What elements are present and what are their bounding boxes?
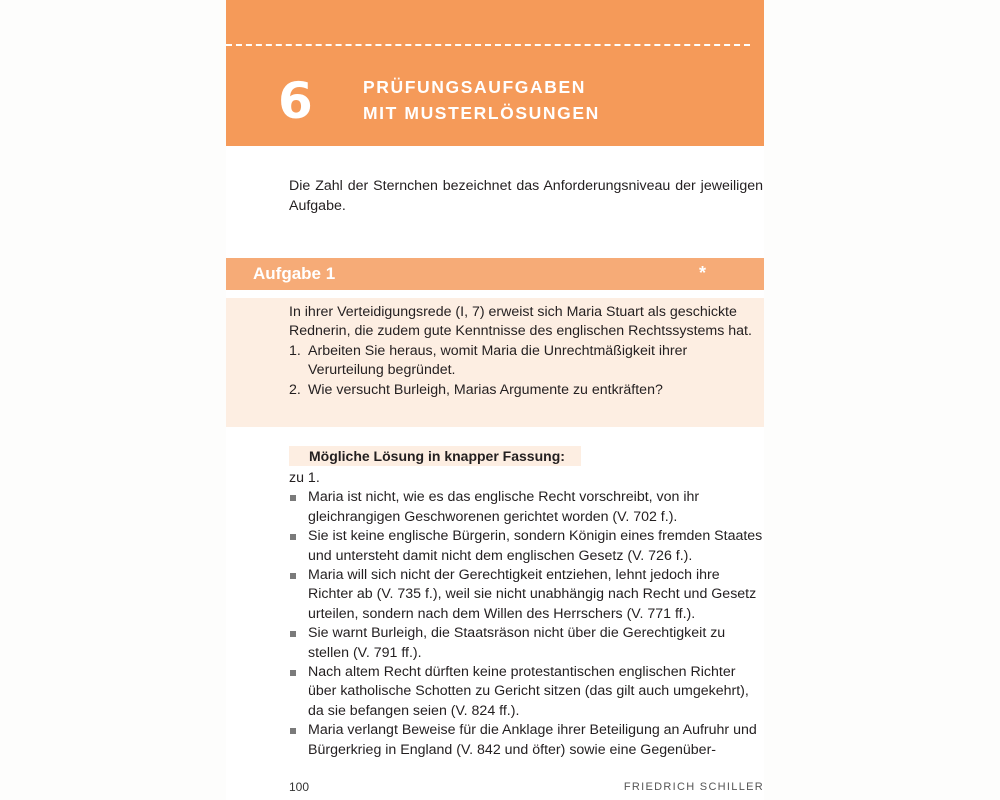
task-heading-bar	[226, 258, 764, 290]
solution-bullet	[289, 527, 764, 566]
page-number: 100	[289, 780, 310, 794]
task-item	[289, 381, 759, 400]
solution-sub-label: zu 1.	[289, 470, 320, 486]
solution-label-box	[289, 446, 581, 466]
chapter-title	[363, 74, 600, 126]
solution-bullet	[289, 566, 764, 624]
chapter-number: 6	[278, 72, 313, 130]
task-title: Aufgabe 1	[253, 264, 336, 283]
task-text-block	[289, 303, 759, 400]
task-item	[289, 342, 759, 381]
solution-bullet-text: Sie warnt Burleigh, die Staatsräson nicht über die Gerechtigkeit zu stellen (V. 791 ff.).	[308, 625, 726, 661]
task-item-number: 2.	[289, 381, 301, 398]
solution-bullet	[289, 721, 764, 760]
solution-bullet	[289, 624, 764, 663]
running-footer-author: FRIEDRICH SCHILLER	[623, 781, 764, 793]
square-bullet-icon	[290, 670, 296, 676]
solution-bullet	[289, 663, 764, 721]
solution-bullet-text: Maria verlangt Beweise für die Anklage ihrer Beteiligung an Aufruhr und Bürgerkrieg in England (V. 842 und öfter) sowie eine Gegenüber-	[308, 722, 757, 758]
solution-bullet	[289, 488, 764, 527]
square-bullet-icon	[290, 573, 296, 579]
chapter-title-line-1: PRÜFUNGSAUFGABEN	[363, 77, 586, 97]
task-item-text: Wie versucht Burleigh, Marias Argumente zu entkräften?	[308, 381, 663, 398]
book-page	[226, 0, 764, 800]
chapter-title-line-2: MIT MUSTERLÖSUNGEN	[363, 103, 600, 123]
dashed-divider	[226, 44, 750, 46]
solution-bullet-text: Maria ist nicht, wie es das englische Recht vorschreibt, von ihr gleichrangigen Geschworenen gerichtet worden (V. 702 f.).	[308, 489, 700, 525]
task-item-number: 1.	[289, 342, 301, 359]
difficulty-stars: *	[699, 263, 707, 283]
solution-label: Mögliche Lösung in knapper Fassung:	[309, 448, 565, 464]
chapter-header	[226, 0, 764, 146]
solution-bullet-list	[289, 488, 764, 760]
task-description: In ihrer Verteidigungsrede (I, 7) erweist sich Maria Stuart als geschickte Rednerin, die zudem gute Kenntnisse des englischen Rechtssystems hat.	[289, 304, 752, 340]
square-bullet-icon	[290, 495, 296, 501]
square-bullet-icon	[290, 728, 296, 734]
solution-bullet-text: Maria will sich nicht der Gerechtigkeit entziehen, lehnt jedoch ihre Richter ab (V. 735 f.), weil sie nicht unabhängig nach Recht und Gesetz urteilen, sondern nach dem Willen des Herrschers (V. 771 ff.).	[308, 567, 757, 622]
task-item-text: Arbeiten Sie heraus, womit Maria die Unrechtmäßigkeit ihrer Verurteilung begründet.	[308, 342, 688, 379]
solution-bullet-text: Sie ist keine englische Bürgerin, sondern Königin eines fremden Staates und untersteht damit nicht dem englischen Gesetz (V. 726 f.).	[308, 528, 763, 564]
intro-text: Die Zahl der Sternchen bezeichnet das Anforderungsniveau der jeweiligen Aufgabe.	[289, 178, 763, 214]
solution-content	[289, 469, 764, 760]
square-bullet-icon	[290, 631, 296, 637]
square-bullet-icon	[290, 534, 296, 540]
solution-bullet-text: Nach altem Recht dürften keine protestantischen englischen Richter über katholische Schotten zu Gericht sitzen (das gilt auch umgekehrt), da sie befangen seien (V. 824 ff.).	[308, 664, 749, 719]
task-box	[226, 298, 764, 427]
